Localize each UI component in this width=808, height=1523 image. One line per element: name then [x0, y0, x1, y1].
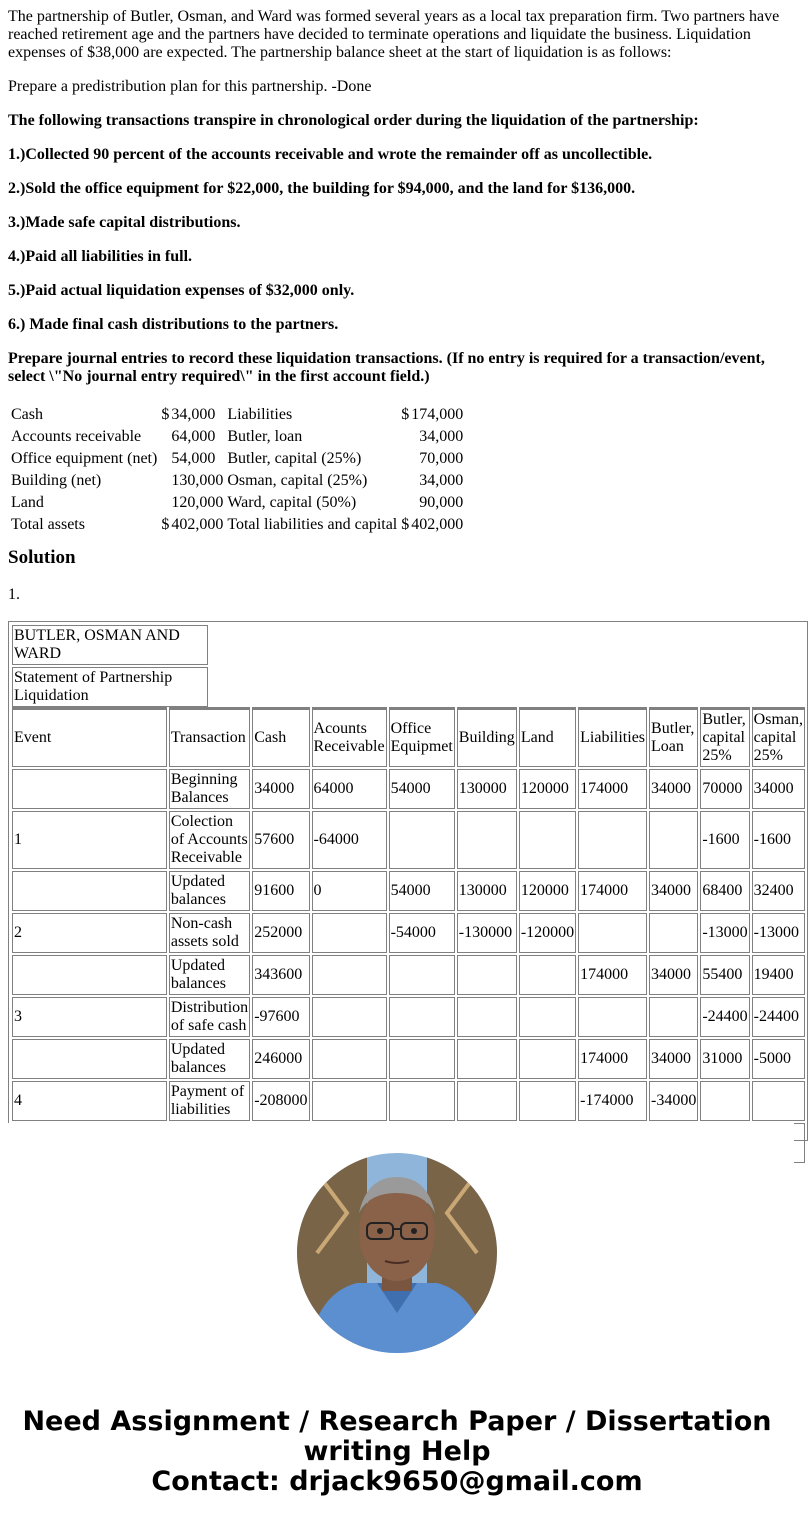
- table-cell: [12, 871, 167, 911]
- claim-amount: 90,000: [419, 494, 464, 511]
- column-header: Butler, capital 25%: [700, 707, 749, 767]
- promo-contact: Contact: drjack9650@gmail.com: [151, 1466, 643, 1497]
- column-header: Office Equipmet: [389, 707, 455, 767]
- table-row: [10, 449, 464, 469]
- table-cell: 252000: [252, 913, 309, 953]
- table-cell: 34000: [252, 769, 309, 809]
- table-cell: Updated balances: [169, 955, 250, 995]
- promo-banner: [0, 1123, 794, 1523]
- table-cell: 34000: [649, 769, 698, 809]
- table-row: [12, 871, 805, 911]
- table-row: [10, 427, 464, 447]
- table-cell: [457, 997, 517, 1037]
- claim-label: Liabilities: [227, 406, 293, 423]
- claim-amount: 402,000: [411, 516, 464, 533]
- claim-label: Ward, capital (50%): [227, 494, 357, 511]
- table-cell: 31000: [700, 1039, 749, 1079]
- table-cell: [519, 955, 576, 995]
- table-row: [10, 405, 464, 425]
- table-cell: -1600: [752, 811, 805, 869]
- table-cell: [578, 913, 647, 953]
- column-header: Liabilities: [578, 707, 647, 767]
- step-item: 1.)Collected 90 percent of the accounts receivable and wrote the remainder off as uncollectible.: [8, 146, 653, 163]
- dollar-sign: [400, 493, 409, 513]
- table-cell: [312, 913, 387, 953]
- table-cell: 68400: [700, 871, 749, 911]
- solution-heading: Solution: [8, 547, 76, 568]
- table-cell: 32400: [752, 871, 805, 911]
- table-cell: 343600: [252, 955, 309, 995]
- claim-amount: 70,000: [419, 450, 464, 467]
- table-cell: 34000: [752, 769, 805, 809]
- table-cell: 2: [12, 913, 167, 953]
- table-cell: [519, 1081, 576, 1121]
- table-cell: [578, 997, 647, 1037]
- column-header: Land: [519, 707, 576, 767]
- table-cell: [457, 1081, 517, 1121]
- asset-label: Office equipment (net): [11, 450, 158, 467]
- table-cell: 64000: [312, 769, 387, 809]
- table-cell: 130000: [457, 769, 517, 809]
- table-row: [12, 913, 805, 953]
- table-row: [12, 1081, 805, 1121]
- table-cell: -1600: [700, 811, 749, 869]
- column-header: Cash: [252, 707, 309, 767]
- table-cell: -5000: [752, 1039, 805, 1079]
- table-cell: 1: [12, 811, 167, 869]
- table-cell: 54000: [389, 769, 455, 809]
- table-cell: Payment of liabilities: [169, 1081, 250, 1121]
- table-cell: 34000: [649, 955, 698, 995]
- table-cell: 34000: [649, 871, 698, 911]
- table-cell: [457, 1039, 517, 1079]
- dollar-sign: [400, 449, 409, 469]
- table-cell: [389, 1081, 455, 1121]
- table-cell: 54000: [389, 871, 455, 911]
- table-cell: Updated balances: [169, 871, 250, 911]
- table-row: [12, 1039, 805, 1079]
- table-cell: Colection of Accounts Receivable: [169, 811, 250, 869]
- claim-amount: 174,000: [411, 406, 464, 423]
- table-row: [10, 493, 464, 513]
- step-item: 6.) Made final cash distributions to the partners.: [8, 316, 339, 333]
- table-cell: 4: [12, 1081, 167, 1121]
- table-row: [12, 811, 805, 869]
- dollar-sign: [400, 427, 409, 447]
- table-cell: 34000: [649, 1039, 698, 1079]
- column-header: Event: [12, 707, 167, 767]
- table-row: [12, 769, 805, 809]
- dollar-sign: $: [161, 516, 170, 533]
- table-cell: [389, 1039, 455, 1079]
- table-cell: [312, 1039, 387, 1079]
- dollar-sign: [160, 471, 169, 491]
- table-cell: Non-cash assets sold: [169, 913, 250, 953]
- liquidation-statement-frame: [8, 621, 808, 1141]
- table-cell: 3: [12, 997, 167, 1037]
- column-header: Acounts Receivable: [312, 707, 387, 767]
- step-item: 4.)Paid all liabilities in full.: [8, 248, 193, 265]
- table-cell: 19400: [752, 955, 805, 995]
- table-cell: -208000: [252, 1081, 309, 1121]
- step-item: 3.)Made safe capital distributions.: [8, 214, 241, 231]
- claim-label: Butler, capital (25%): [227, 450, 362, 467]
- column-header: Transaction: [169, 707, 250, 767]
- column-header: Building: [457, 707, 517, 767]
- asset-label: Land: [11, 494, 44, 511]
- dollar-sign: $: [161, 406, 170, 423]
- dollar-sign: [160, 493, 169, 513]
- dollar-sign: [160, 427, 169, 447]
- claim-amount: 34,000: [419, 428, 464, 445]
- table-cell: -54000: [389, 913, 455, 953]
- table-cell: [389, 997, 455, 1037]
- claim-amount: 34,000: [419, 472, 464, 489]
- table-cell: 57600: [252, 811, 309, 869]
- table-cell: 55400: [700, 955, 749, 995]
- table-header-row: [12, 707, 805, 767]
- table-cell: 246000: [252, 1039, 309, 1079]
- table-cell: [389, 811, 455, 869]
- table-cell: 174000: [578, 955, 647, 995]
- table-cell: -64000: [312, 811, 387, 869]
- table-cell: -97600: [252, 997, 309, 1037]
- table-row: [10, 515, 464, 535]
- table-cell: 0: [312, 871, 387, 911]
- asset-label: Building (net): [11, 472, 102, 489]
- company-name: BUTLER, OSMAN AND WARD: [12, 625, 208, 665]
- predistribution-note: Prepare a predistribution plan for this partnership. -Done: [8, 78, 372, 95]
- asset-amount: 64,000: [171, 428, 216, 445]
- table-cell: -24400: [752, 997, 805, 1037]
- asset-label: Cash: [11, 406, 43, 423]
- table-cell: 120000: [519, 871, 576, 911]
- table-cell: 130000: [457, 871, 517, 911]
- table-cell: -13000: [700, 913, 749, 953]
- table-cell: [389, 955, 455, 995]
- liquidation-table: [10, 705, 807, 1165]
- table-cell: 91600: [252, 871, 309, 911]
- table-cell: [519, 811, 576, 869]
- table-cell: [457, 955, 517, 995]
- table-cell: [519, 1039, 576, 1079]
- asset-amount: 34,000: [171, 406, 216, 423]
- statement-title: Statement of Partnership Liquidation: [12, 667, 208, 707]
- solution-number: 1.: [8, 586, 20, 603]
- table-cell: -174000: [578, 1081, 647, 1121]
- table-cell: -13000: [752, 913, 805, 953]
- table-cell: -34000: [649, 1081, 698, 1121]
- journal-instruction: Prepare journal entries to record these liquidation transactions. (If no entry is required for a transaction/event, select \"No journal entry required\" in the first account field.): [8, 350, 765, 385]
- table-cell: [752, 1081, 805, 1121]
- balance-sheet-table: [8, 403, 466, 537]
- asset-amount: 402,000: [171, 516, 224, 533]
- table-cell: [12, 955, 167, 995]
- claim-label: Butler, loan: [227, 428, 303, 445]
- table-cell: [578, 811, 647, 869]
- table-cell: [649, 811, 698, 869]
- table-cell: [12, 1039, 167, 1079]
- step-item: 5.)Paid actual liquidation expenses of $32,000 only.: [8, 282, 355, 299]
- table-row: [12, 955, 805, 995]
- step-item: 2.)Sold the office equipment for $22,000, the building for $94,000, and the land for $136,000.: [8, 180, 636, 197]
- dollar-sign: [400, 471, 409, 491]
- table-row: [10, 471, 464, 491]
- table-cell: -120000: [519, 913, 576, 953]
- transactions-heading: The following transactions transpire in chronological order during the liquidation of the partnership:: [8, 112, 699, 129]
- claim-label: Osman, capital (25%): [227, 472, 368, 489]
- asset-amount: 120,000: [171, 494, 224, 511]
- table-cell: [312, 1081, 387, 1121]
- column-header: Butler, Loan: [649, 707, 698, 767]
- document-content: [8, 0, 803, 1123]
- table-row: [12, 997, 805, 1037]
- table-cell: 174000: [578, 769, 647, 809]
- intro-paragraph: The partnership of Butler, Osman, and Ward was formed several years as a local tax preparation firm. Two partners have reached retirement age and the partners have decided to terminate operations and liquidate the business. Liquidation expenses of $38,000 are expected. The partnership balance sheet at the start of liquidation is as follows:: [8, 8, 780, 61]
- table-cell: 174000: [578, 1039, 647, 1079]
- table-cell: 70000: [700, 769, 749, 809]
- asset-label: Accounts receivable: [11, 428, 142, 445]
- table-cell: -130000: [457, 913, 517, 953]
- table-cell: Distribution of safe cash: [169, 997, 250, 1037]
- table-cell: [519, 997, 576, 1037]
- table-cell: [700, 1081, 749, 1121]
- asset-label: Total assets: [11, 516, 85, 533]
- table-cell: [457, 811, 517, 869]
- table-cell: [12, 769, 167, 809]
- asset-amount: 54,000: [171, 450, 216, 467]
- claim-label: Total liabilities and capital: [227, 516, 398, 533]
- column-header: Osman, capital 25%: [752, 707, 805, 767]
- table-cell: [649, 997, 698, 1037]
- table-cell: 120000: [519, 769, 576, 809]
- table-cell: [312, 955, 387, 995]
- statement-header: [10, 623, 210, 709]
- table-cell: [649, 913, 698, 953]
- author-portrait: [297, 1153, 497, 1353]
- table-cell: [312, 997, 387, 1037]
- dollar-sign: $: [401, 406, 410, 423]
- table-cell: -24400: [700, 997, 749, 1037]
- table-cell: Beginning Balances: [169, 769, 250, 809]
- asset-amount: 130,000: [171, 472, 224, 489]
- table-cell: 174000: [578, 871, 647, 911]
- promo-line: Need Assignment / Research Paper / Dissertation: [22, 1406, 772, 1437]
- dollar-sign: [160, 449, 169, 469]
- dollar-sign: $: [401, 516, 410, 533]
- promo-line: writing Help: [303, 1436, 491, 1467]
- table-cell: Updated balances: [169, 1039, 250, 1079]
